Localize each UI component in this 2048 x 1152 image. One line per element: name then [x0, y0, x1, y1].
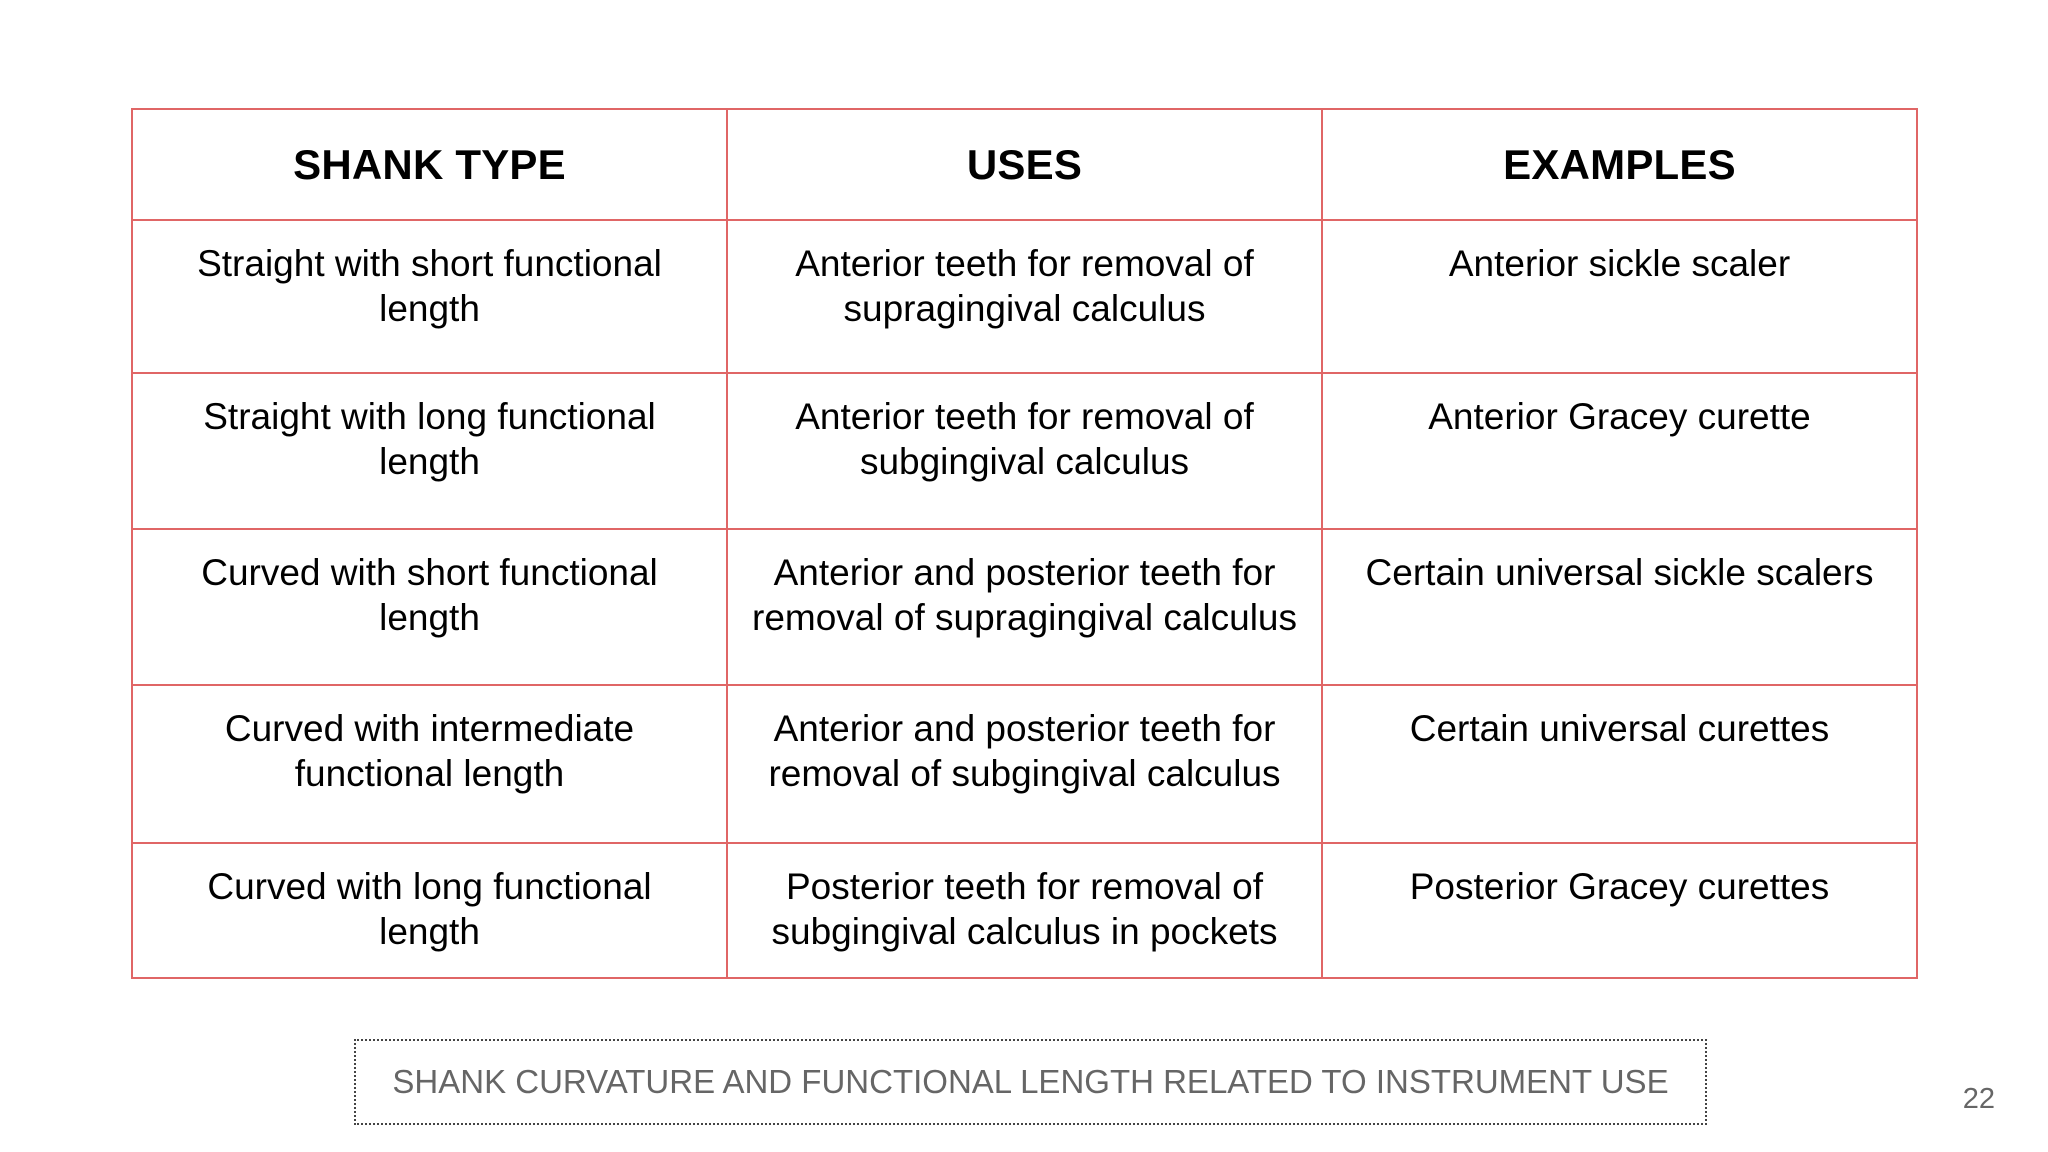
caption-box: [354, 1039, 1707, 1125]
cell-examples: Posterior Gracey curettes: [1322, 843, 1917, 978]
cell-uses: Anterior teeth for removal of supragingival calculus: [727, 220, 1322, 373]
cell-examples: Anterior sickle scaler: [1322, 220, 1917, 373]
cell-examples: Anterior Gracey curette: [1322, 373, 1917, 529]
cell-shank-type: Curved with short functional length: [132, 529, 727, 685]
cell-shank-type: Curved with long functional length: [132, 843, 727, 978]
table-row: [132, 529, 1917, 685]
header-uses: USES: [727, 109, 1322, 220]
cell-shank-type: Straight with short functional length: [132, 220, 727, 373]
table-row: [132, 685, 1917, 843]
table-row: [132, 843, 1917, 978]
cell-examples: Certain universal sickle scalers: [1322, 529, 1917, 685]
cell-uses: Anterior and posterior teeth for removal of supragingival calculus: [727, 529, 1322, 685]
table-row: [132, 373, 1917, 529]
cell-uses: Posterior teeth for removal of subgingival calculus in pockets: [727, 843, 1322, 978]
table-caption: SHANK CURVATURE AND FUNCTIONAL LENGTH RELATED TO INSTRUMENT USE: [392, 1063, 1669, 1100]
page-number: 22: [1962, 1083, 1995, 1115]
cell-shank-type: Straight with long functional length: [132, 373, 727, 529]
cell-uses: Anterior teeth for removal of subgingival calculus: [727, 373, 1322, 529]
cell-shank-type: Curved with intermediate functional length: [132, 685, 727, 843]
table-row: [132, 220, 1917, 373]
cell-examples: Certain universal curettes: [1322, 685, 1917, 843]
header-shank-type: SHANK TYPE: [132, 109, 727, 220]
header-examples: EXAMPLES: [1322, 109, 1917, 220]
shank-type-table: [131, 108, 1918, 979]
table-header-row: [132, 109, 1917, 220]
cell-uses: Anterior and posterior teeth for removal of subgingival calculus: [727, 685, 1322, 843]
